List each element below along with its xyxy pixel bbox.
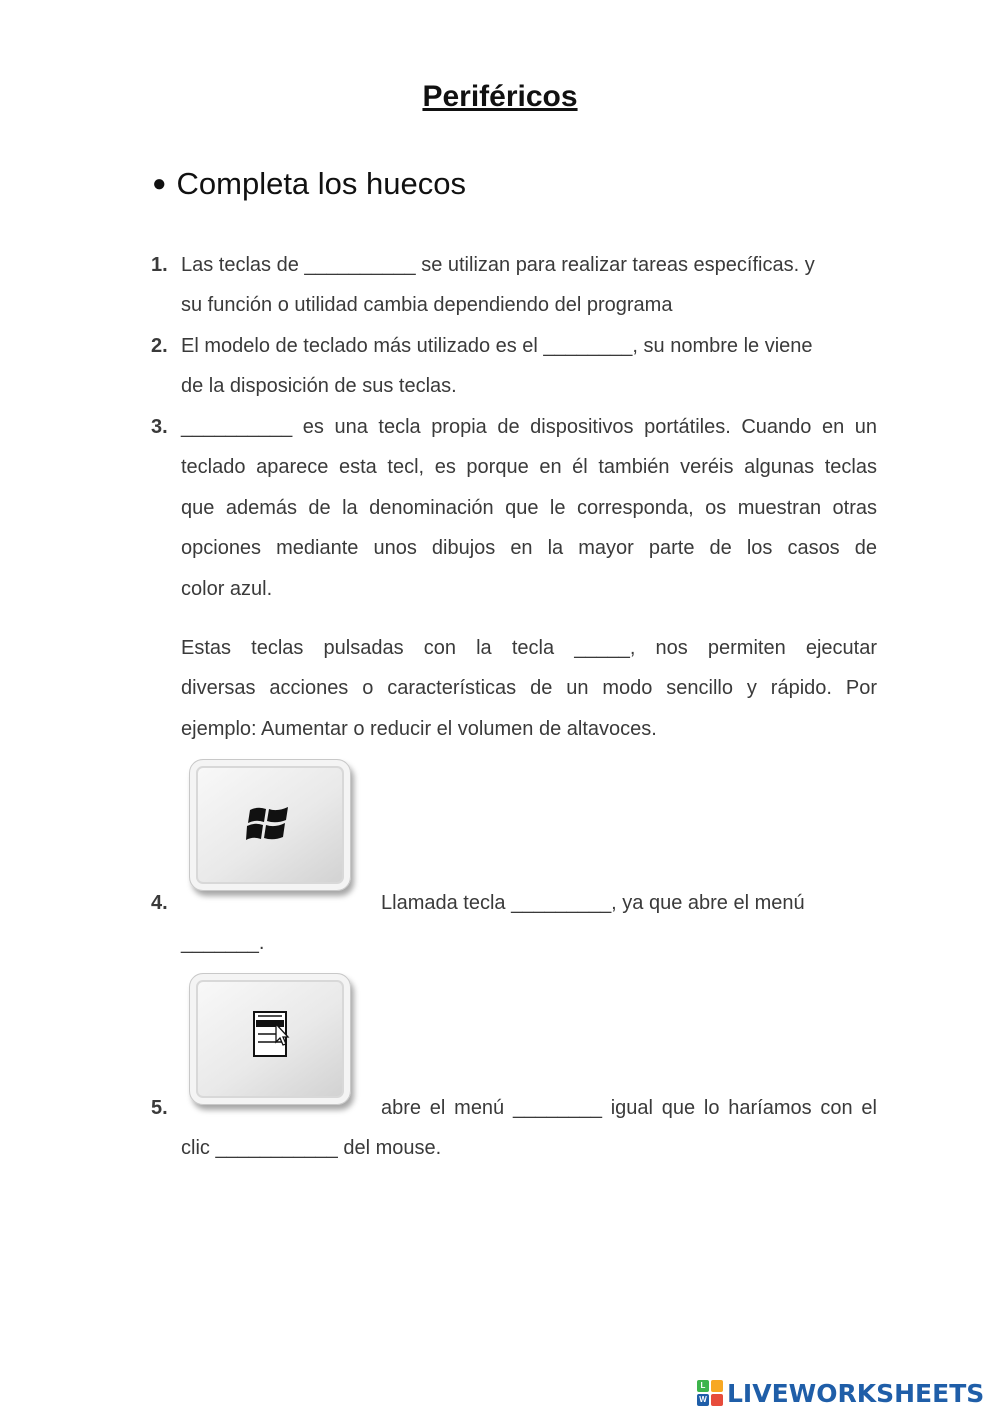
item-3-para2-line-1: Estas teclas pulsadas con la tecla _____, nos permiten ejecutar <box>181 637 877 659</box>
item-1-line-2: su función o utilidad cambia dependiendo del programa <box>181 294 673 316</box>
item-3-para2-line-3: ejemplo: Aumentar o reducir el volumen de altavoces. <box>181 718 657 740</box>
item-5-line-2: clic ___________ del mouse. <box>181 1137 442 1159</box>
page-title: Periféricos <box>422 80 578 113</box>
logo-mark-letter-l: L <box>697 1380 709 1392</box>
logo-mark-letter-w: W <box>697 1394 709 1406</box>
liveworksheets-logo-text: LIVEWORKSHEETS <box>727 1378 985 1408</box>
item-3-para2-line-2: diversas acciones o características de un modo sencillo y rápido. Por <box>181 677 877 699</box>
liveworksheets-logo <box>697 1378 984 1408</box>
menu-key-image <box>189 973 351 1105</box>
item-number-4: 4. <box>151 892 168 914</box>
section-heading <box>152 166 466 202</box>
item-number-5: 5. <box>151 1097 168 1119</box>
item-3-line-2: teclado aparece esta tecl, es porque en él también veréis algunas teclas <box>181 456 877 478</box>
item-5-line-1: abre el menú ________ igual que lo haríamos con el <box>381 1097 877 1119</box>
item-number-2: 2. <box>151 335 168 357</box>
liveworksheets-mark-icon <box>697 1380 723 1406</box>
item-2-line-1: El modelo de teclado más utilizado es el ________, su nombre le viene <box>181 335 813 357</box>
item-3-line-1: __________ es una tecla propia de dispositivos portátiles. Cuando en un <box>181 416 877 438</box>
item-4-line-2: _______. <box>181 932 265 954</box>
bullet-icon: ● <box>152 170 167 197</box>
item-1-line-1: Las teclas de __________ se utilizan para realizar tareas específicas. y <box>181 254 815 276</box>
item-number-1: 1. <box>151 254 168 276</box>
item-2-line-2: de la disposición de sus teclas. <box>181 375 457 397</box>
windows-key-image <box>189 759 351 891</box>
item-3-line-5: color azul. <box>181 578 273 600</box>
windows-logo-icon <box>246 804 292 844</box>
context-menu-icon <box>252 1010 292 1058</box>
item-4-line-1: Llamada tecla _________, ya que abre el menú <box>381 892 805 914</box>
item-number-3: 3. <box>151 416 168 438</box>
section-heading-text: Completa los huecos <box>176 166 466 201</box>
item-3-line-4: opciones mediante unos dibujos en la mayor parte de los casos de <box>181 537 877 559</box>
item-3-line-3: que además de la denominación que le corresponda, os muestran otras <box>181 497 877 519</box>
